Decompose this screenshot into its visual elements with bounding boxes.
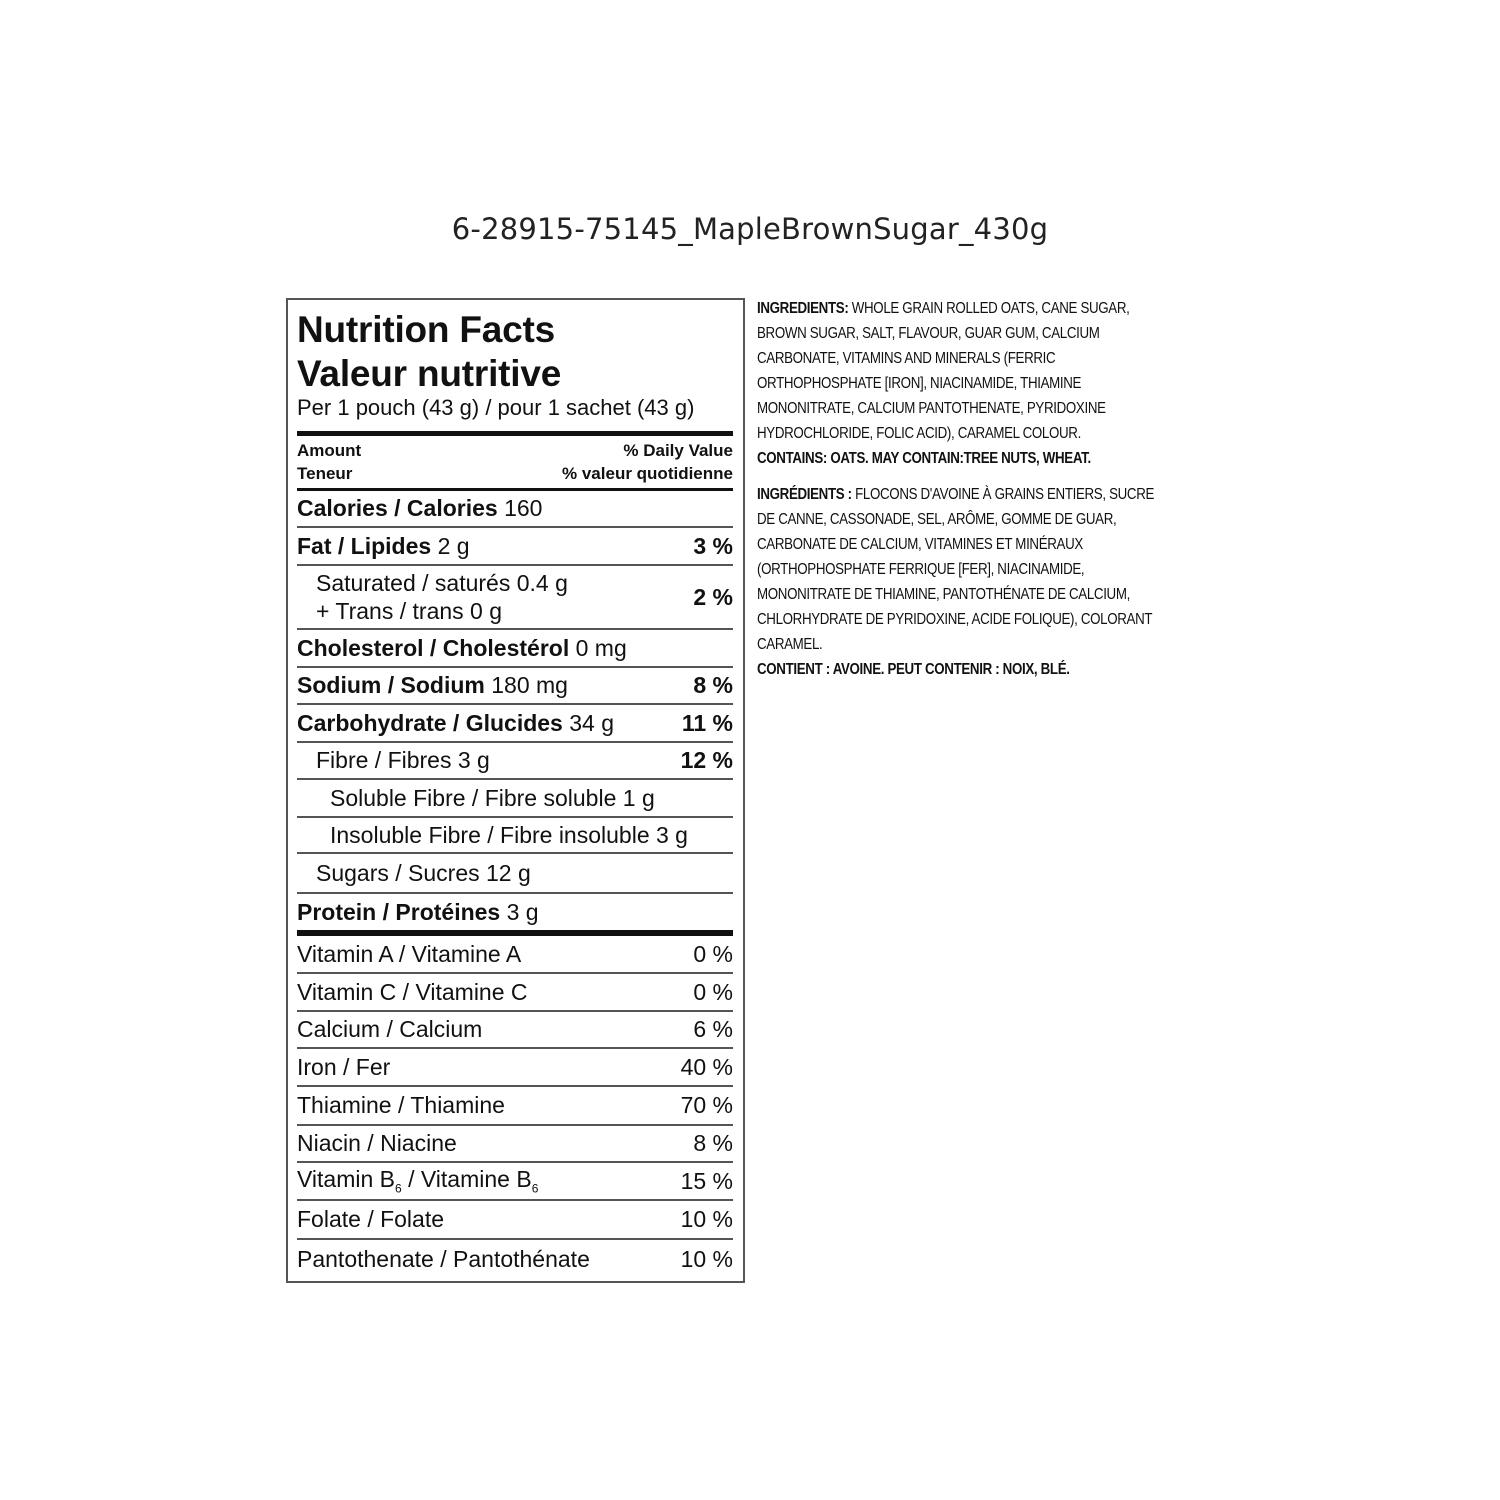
cholesterol-value: 0 mg — [575, 634, 627, 661]
sugars-row — [297, 854, 733, 894]
nutrition-title-fr: Valeur nutritive — [297, 353, 562, 394]
vitamin-c-row — [297, 974, 733, 1012]
vitamin-c-dv: 0 % — [686, 978, 733, 1005]
pantothenate-dv: 10 % — [680, 1245, 733, 1272]
calcium-row — [297, 1012, 733, 1049]
saturated-fat: Saturated / saturés 0.4 g — [316, 570, 568, 596]
contains-en: CONTAINS: OATS. MAY CONTAIN:TREE NUTS, WHEAT. — [757, 450, 1091, 467]
iron-row — [297, 1049, 733, 1087]
thiamine-dv: 70 % — [680, 1092, 733, 1118]
carbohydrate-dv: 11 % — [681, 709, 733, 736]
carbohydrate-value: 34 g — [569, 709, 615, 736]
nutrition-title-en: Nutrition Facts — [297, 309, 556, 350]
saturated-trans-dv: 2 % — [693, 583, 733, 610]
vitamin-a-label: Vitamin A / Vitamine A — [297, 940, 522, 967]
calcium-dv: 6 % — [686, 1016, 733, 1042]
thiamine-row — [297, 1087, 733, 1126]
fibre-dv: 12 % — [680, 747, 733, 773]
fat-value: 2 g — [437, 532, 470, 559]
fat-row — [297, 528, 733, 566]
vitamin-a-row — [297, 936, 733, 974]
pantothenate-row — [297, 1240, 733, 1278]
protein-value: 3 g — [506, 898, 539, 925]
insoluble-fibre-label: Insoluble Fibre / Fibre insoluble 3 g — [330, 821, 688, 848]
iron-label: Iron / Fer — [297, 1053, 391, 1080]
ingredients-fr: INGRÉDIENTS : FLOCONS D'AVOINE À GRAINS ENTIERS, SUCRE DE CANNE, CASSONADE, SEL, ARÔME, GOMME DE GUAR, CARBONATE DE CALCIUM, VITAMINES ET MINÉRAUX (ORTHOPHOSPHATE FERRIQUE [FER], NIACINAMIDE, MONONITRATE DE THIAMINE, PANTOTHÉNATE DE CALCIUM, CHLORHYDRATE DE PYRIDOXINE, ACIDE FOLIQUE), COLORANT CARAMEL. — [757, 486, 1155, 653]
thiamine-label: Thiamine / Thiamine — [297, 1092, 505, 1118]
soluble-fibre-row — [297, 780, 733, 818]
ingredients-block — [757, 296, 1161, 682]
insoluble-fibre-row — [297, 818, 733, 854]
fibre-label: Fibre / Fibres 3 g — [316, 747, 490, 773]
vitamin-b6-label: Vitamin $B_6$ / Vitamine $B_6$ — [297, 1166, 539, 1196]
fat-dv: 3 % — [693, 532, 733, 559]
carbohydrate-label: Carbohydrate / Glucides — [297, 709, 563, 736]
trans-fat: + Trans / trans 0 g — [316, 598, 503, 624]
pantothenate-label: Pantothenate / Pantothénate — [297, 1245, 590, 1272]
sodium-row — [297, 668, 733, 705]
cholesterol-row — [297, 630, 733, 668]
calories-label: Calories / Calories — [297, 495, 498, 521]
folate-row — [297, 1201, 733, 1240]
vitamin-b6-dv: 15 % — [680, 1167, 733, 1194]
file-title: 6-28915-75145_MapleBrownSugar_430g — [451, 212, 1049, 246]
vitamin-a-dv: 0 % — [686, 940, 733, 967]
saturated-trans-row — [297, 566, 733, 630]
niacin-label: Niacin / Niacine — [297, 1130, 457, 1156]
ingredients-en: INGREDIENTS: WHOLE GRAIN ROLLED OATS, CANE SUGAR, BROWN SUGAR, SALT, FLAVOUR, GUAR GUM, CALCIUM CARBONATE, VITAMINS AND MINERALS (FERRIC ORTHOPHOSPHATE [IRON], NIACINAMIDE, THIAMINE MONONITRATE, CALCIUM PANTOTHENATE, PYRIDOXINE HYDROCHLORIDE, FOLIC ACID), CARAMEL COLOUR. — [757, 300, 1130, 442]
daily-value-label-fr: % valeur quotidienne — [562, 464, 733, 483]
niacin-dv: 8 % — [686, 1130, 733, 1156]
fibre-row — [297, 743, 733, 780]
folate-label: Folate / Folate — [297, 1206, 445, 1232]
fat-label: Fat / Lipides — [297, 532, 432, 559]
amount-label-en: Amount — [297, 441, 362, 460]
vitamin-b6-row — [297, 1163, 733, 1201]
serving-size: Per 1 pouch (43 g) / pour 1 sachet (43 g) — [297, 395, 695, 420]
contains-fr: CONTIENT : AVOINE. PEUT CONTENIR : NOIX, BLÉ. — [757, 661, 1070, 678]
protein-label: Protein / Protéines — [297, 898, 501, 925]
folate-dv: 10 % — [680, 1206, 733, 1232]
nutrition-facts-panel — [286, 298, 745, 1283]
calories-row — [297, 491, 733, 528]
sugars-label: Sugars / Sucres 12 g — [316, 859, 531, 886]
soluble-fibre-label: Soluble Fibre / Fibre soluble 1 g — [330, 784, 655, 811]
amount-label-fr: Teneur — [297, 464, 353, 483]
daily-value-label-en: % Daily Value — [623, 441, 733, 460]
cholesterol-label: Cholesterol / Cholestérol — [297, 634, 570, 661]
calcium-label: Calcium / Calcium — [297, 1016, 483, 1042]
iron-dv: 40 % — [680, 1053, 733, 1080]
vitamin-c-label: Vitamin C / Vitamine C — [297, 978, 528, 1005]
amount-header — [297, 436, 733, 485]
sodium-label: Sodium / Sodium — [297, 672, 485, 698]
sodium-dv: 8 % — [693, 672, 733, 698]
niacin-row — [297, 1126, 733, 1163]
protein-row — [297, 894, 733, 930]
calories-value: 160 — [504, 495, 543, 521]
carbohydrate-row — [297, 705, 733, 743]
sodium-value: 180 mg — [491, 672, 568, 698]
